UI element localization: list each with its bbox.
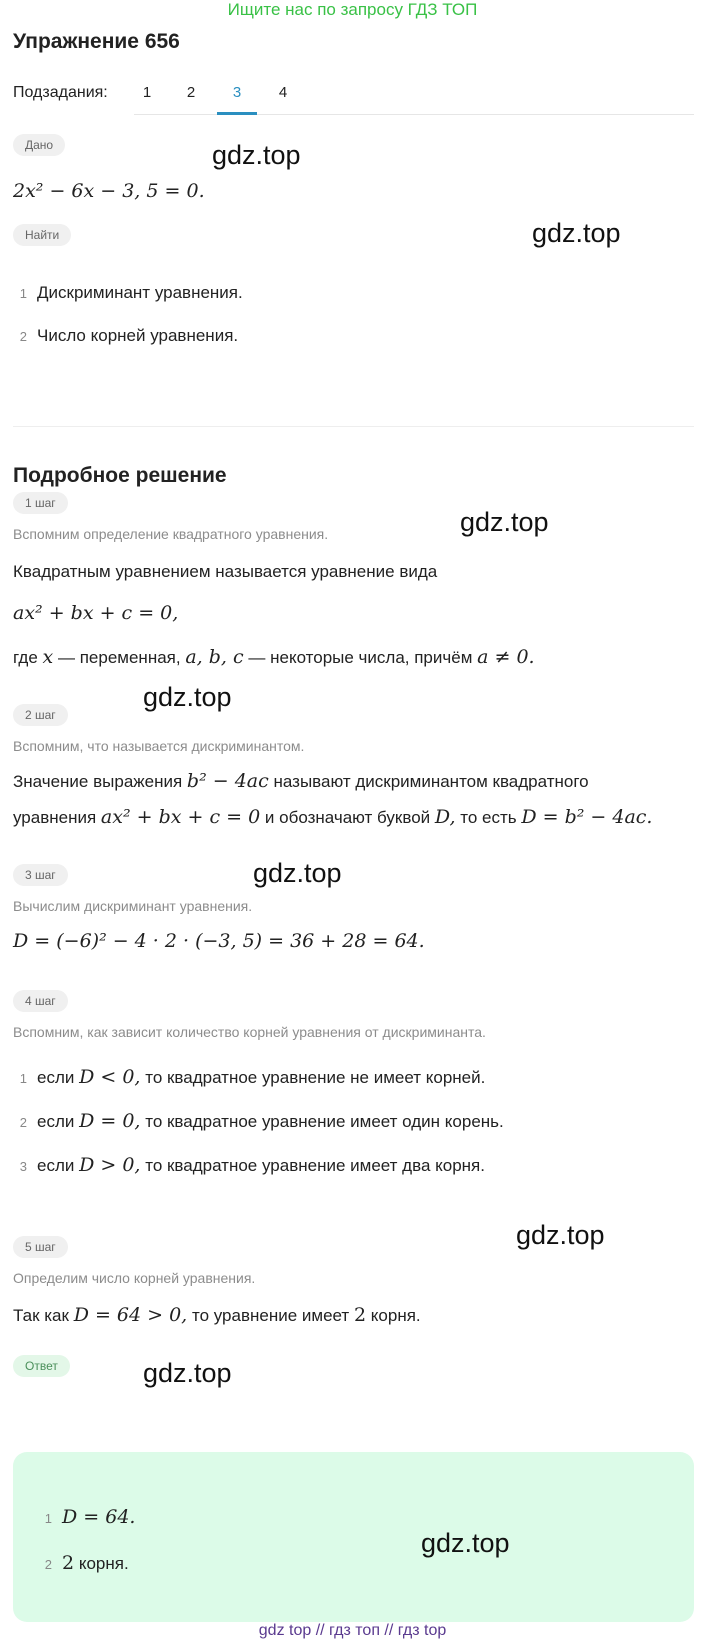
watermark: gdz.top xyxy=(516,1220,605,1250)
answer-pill: Ответ xyxy=(13,1355,70,1377)
answer-item-2: 2 2 корня. xyxy=(44,1552,129,1574)
step-1-formula: ax² + bx + c = 0, xyxy=(13,602,179,624)
step-4-item-3: 3 если D > 0, то квадратное уравнение имеет два корня. xyxy=(19,1154,485,1176)
step-4-hint: Вспомним, как зависит количество корней уравнения от дискриминанта. xyxy=(13,1024,486,1040)
given-pill: Дано xyxy=(13,134,65,156)
step-4-pill: 4 шаг xyxy=(13,990,68,1012)
step-3-formula: D = (−6)² − 4 · 2 · (−3, 5) = 36 + 28 = 64. xyxy=(13,930,425,952)
step-3-pill: 3 шаг xyxy=(13,864,68,886)
watermark: gdz.top xyxy=(421,1528,510,1558)
step-1-hint: Вспомним определение квадратного уравнения. xyxy=(13,526,329,542)
subtasks-label: Подзадания: xyxy=(13,84,108,101)
given-equation: 2x² − 6x − 3, 5 = 0. xyxy=(13,180,205,202)
find-pill: Найти xyxy=(13,224,71,246)
search-banner[interactable]: Ищите нас по запросу ГДЗ ТОП xyxy=(227,0,478,19)
page-title: Упражнение 656 xyxy=(13,30,180,53)
step-5-hint: Определим число корней уравнения. xyxy=(13,1270,256,1286)
step-2-line-2: уравнения ax² + bx + c = 0 и обозначают буквой D, то есть D = b² − 4ac. xyxy=(13,806,653,828)
find-item-1: 1 Дискриминант уравнения. xyxy=(19,283,243,302)
watermark: gdz.top xyxy=(253,858,342,888)
tab-1[interactable]: 1 xyxy=(142,84,152,101)
step-1-pill: 1 шаг xyxy=(13,492,68,514)
watermark: gdz.top xyxy=(212,140,301,170)
footer-links[interactable]: gdz top // гдз топ // гдз top xyxy=(258,1622,447,1639)
tab-3[interactable]: 3 xyxy=(232,84,242,101)
step-5-text: Так как D = 64 > 0, то уравнение имеет 2 корня. xyxy=(13,1304,421,1326)
step-4-item-2: 2 если D = 0, то квадратное уравнение имеет один корень. xyxy=(19,1110,504,1132)
step-1-where: где x — переменная, a, b, c — некоторые числа, причём a ≠ 0. xyxy=(13,646,535,668)
step-5-pill: 5 шаг xyxy=(13,1236,68,1258)
tab-4[interactable]: 4 xyxy=(278,84,288,101)
answer-item-1: 1 D = 64. xyxy=(44,1506,136,1528)
watermark: gdz.top xyxy=(532,218,621,248)
step-2-hint: Вспомним, что называется дискриминантом. xyxy=(13,738,305,754)
step-2-pill: 2 шаг xyxy=(13,704,68,726)
section-divider xyxy=(13,426,694,427)
step-1-text: Квадратным уравнением называется уравнение вида xyxy=(13,562,438,581)
step-4-item-1: 1 если D < 0, то квадратное уравнение не имеет корней. xyxy=(19,1066,486,1088)
solution-title: Подробное решение xyxy=(13,464,227,487)
tab-2[interactable]: 2 xyxy=(186,84,196,101)
answer-box xyxy=(13,1452,694,1622)
watermark: gdz.top xyxy=(460,507,549,537)
step-3-hint: Вычислим дискриминант уравнения. xyxy=(13,898,253,914)
find-item-2: 2 Число корней уравнения. xyxy=(19,326,239,345)
watermark: gdz.top xyxy=(143,1358,232,1388)
active-tab-indicator xyxy=(217,112,257,115)
step-2-line-1: Значение выражения b² − 4ac называют дискриминантом квадратного xyxy=(13,770,589,792)
watermark: gdz.top xyxy=(143,682,232,712)
